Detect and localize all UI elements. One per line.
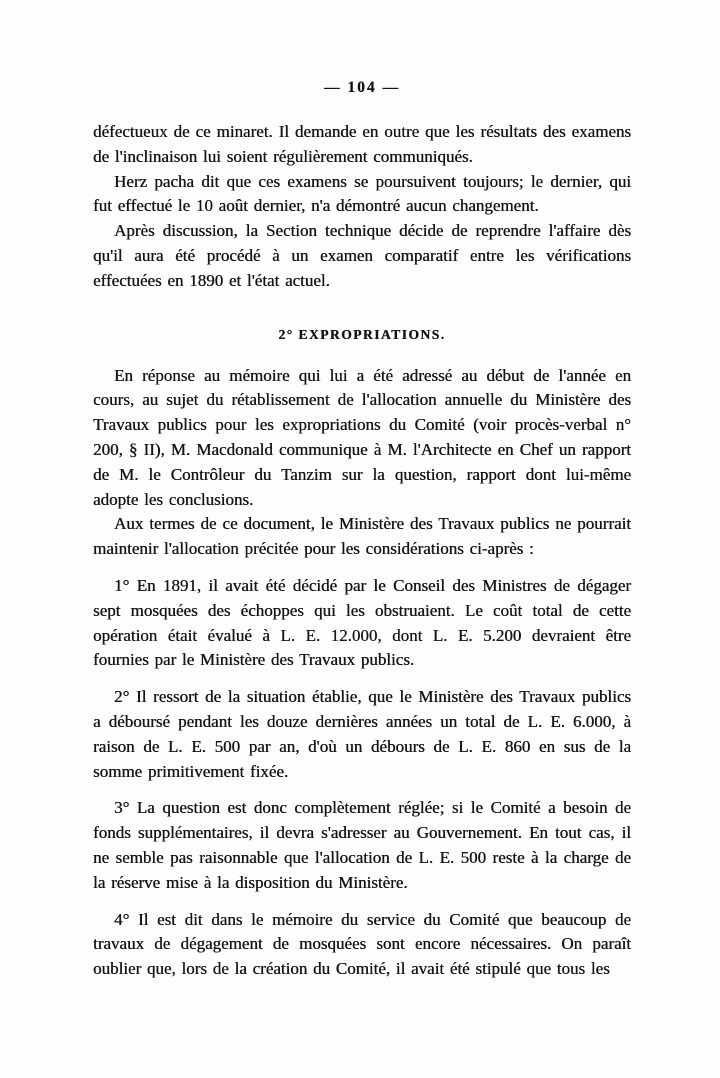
paragraph: En réponse au mémoire qui lui a été adressé au début de l'année en cours, au sujet du rétablissement de l'allocation annuelle du Ministère des Travaux publics pour les expropriations du Comité (voir procès-verbal n° 200, § II), M. Macdonald communique à M. l'Architecte en Chef un rapport de M. le Contrôleur du Tanzim sur la question, rapport dont lui-même adopte les conclusions. (93, 365, 631, 509)
section-heading-expropriations: 2° EXPROPRIATIONS. (278, 326, 446, 342)
paragraph-item-1: 1° En 1891, il avait été décidé par le Conseil des Ministres de dégager sept mosquées des échoppes qui les obstruaient. Le coût total de cette opération était évalué à L. E. 12.000, dont L. E. 5.200 devraient être fournies par le Ministère des Travaux publics. (93, 575, 631, 670)
paragraph-continuation: défectueux de ce minaret. Il demande en outre que les résultats des examens de l'inclinaison lui soient régulièrement communiqués. (93, 122, 631, 166)
page-number: — 104 — (324, 79, 400, 96)
paragraph: Aux termes de ce document, le Ministère des Travaux publics ne pourrait maintenir l'allocation précitée pour les considérations ci-après : (93, 514, 631, 559)
paragraph: Herz pacha dit que ces examens se poursuivent toujours; le dernier, qui fut effectué le 10 août dernier, n'a démontré aucun changement. (93, 171, 631, 216)
paragraph: Après discussion, la Section technique décide de reprendre l'affaire dès qu'il aura été procédé à un examen comparatif entre les vérifications effectuées en 1890 et l'état actuel. (93, 221, 631, 290)
paragraph-item-2: 2° Il ressort de la situation établie, que le Ministère des Travaux publics a déboursé pendant les douze dernières années un total de L. E. 6.000, à raison de L. E. 500 par an, d'où un débours de L. E. 860 en sus de la somme primitivement fixée. (93, 687, 631, 781)
paragraph-item-3: 3° La question est donc complètement réglée; si le Comité a besoin de fonds supplémentaires, il devra s'adresser au Gouvernement. En tout cas, il ne semble pas raisonnable que l'allocation de L. E. 500 reste à la charge de la réserve mise à la disposition du Ministère. (93, 798, 631, 892)
paragraph-item-4: 4° Il est dit dans le mémoire du service du Comité que beaucoup de travaux de dégagement de mosquées sont encore nécessaires. On paraît oublier que, lors de la création du Comité, il avait été stipulé que tous les (93, 909, 631, 979)
